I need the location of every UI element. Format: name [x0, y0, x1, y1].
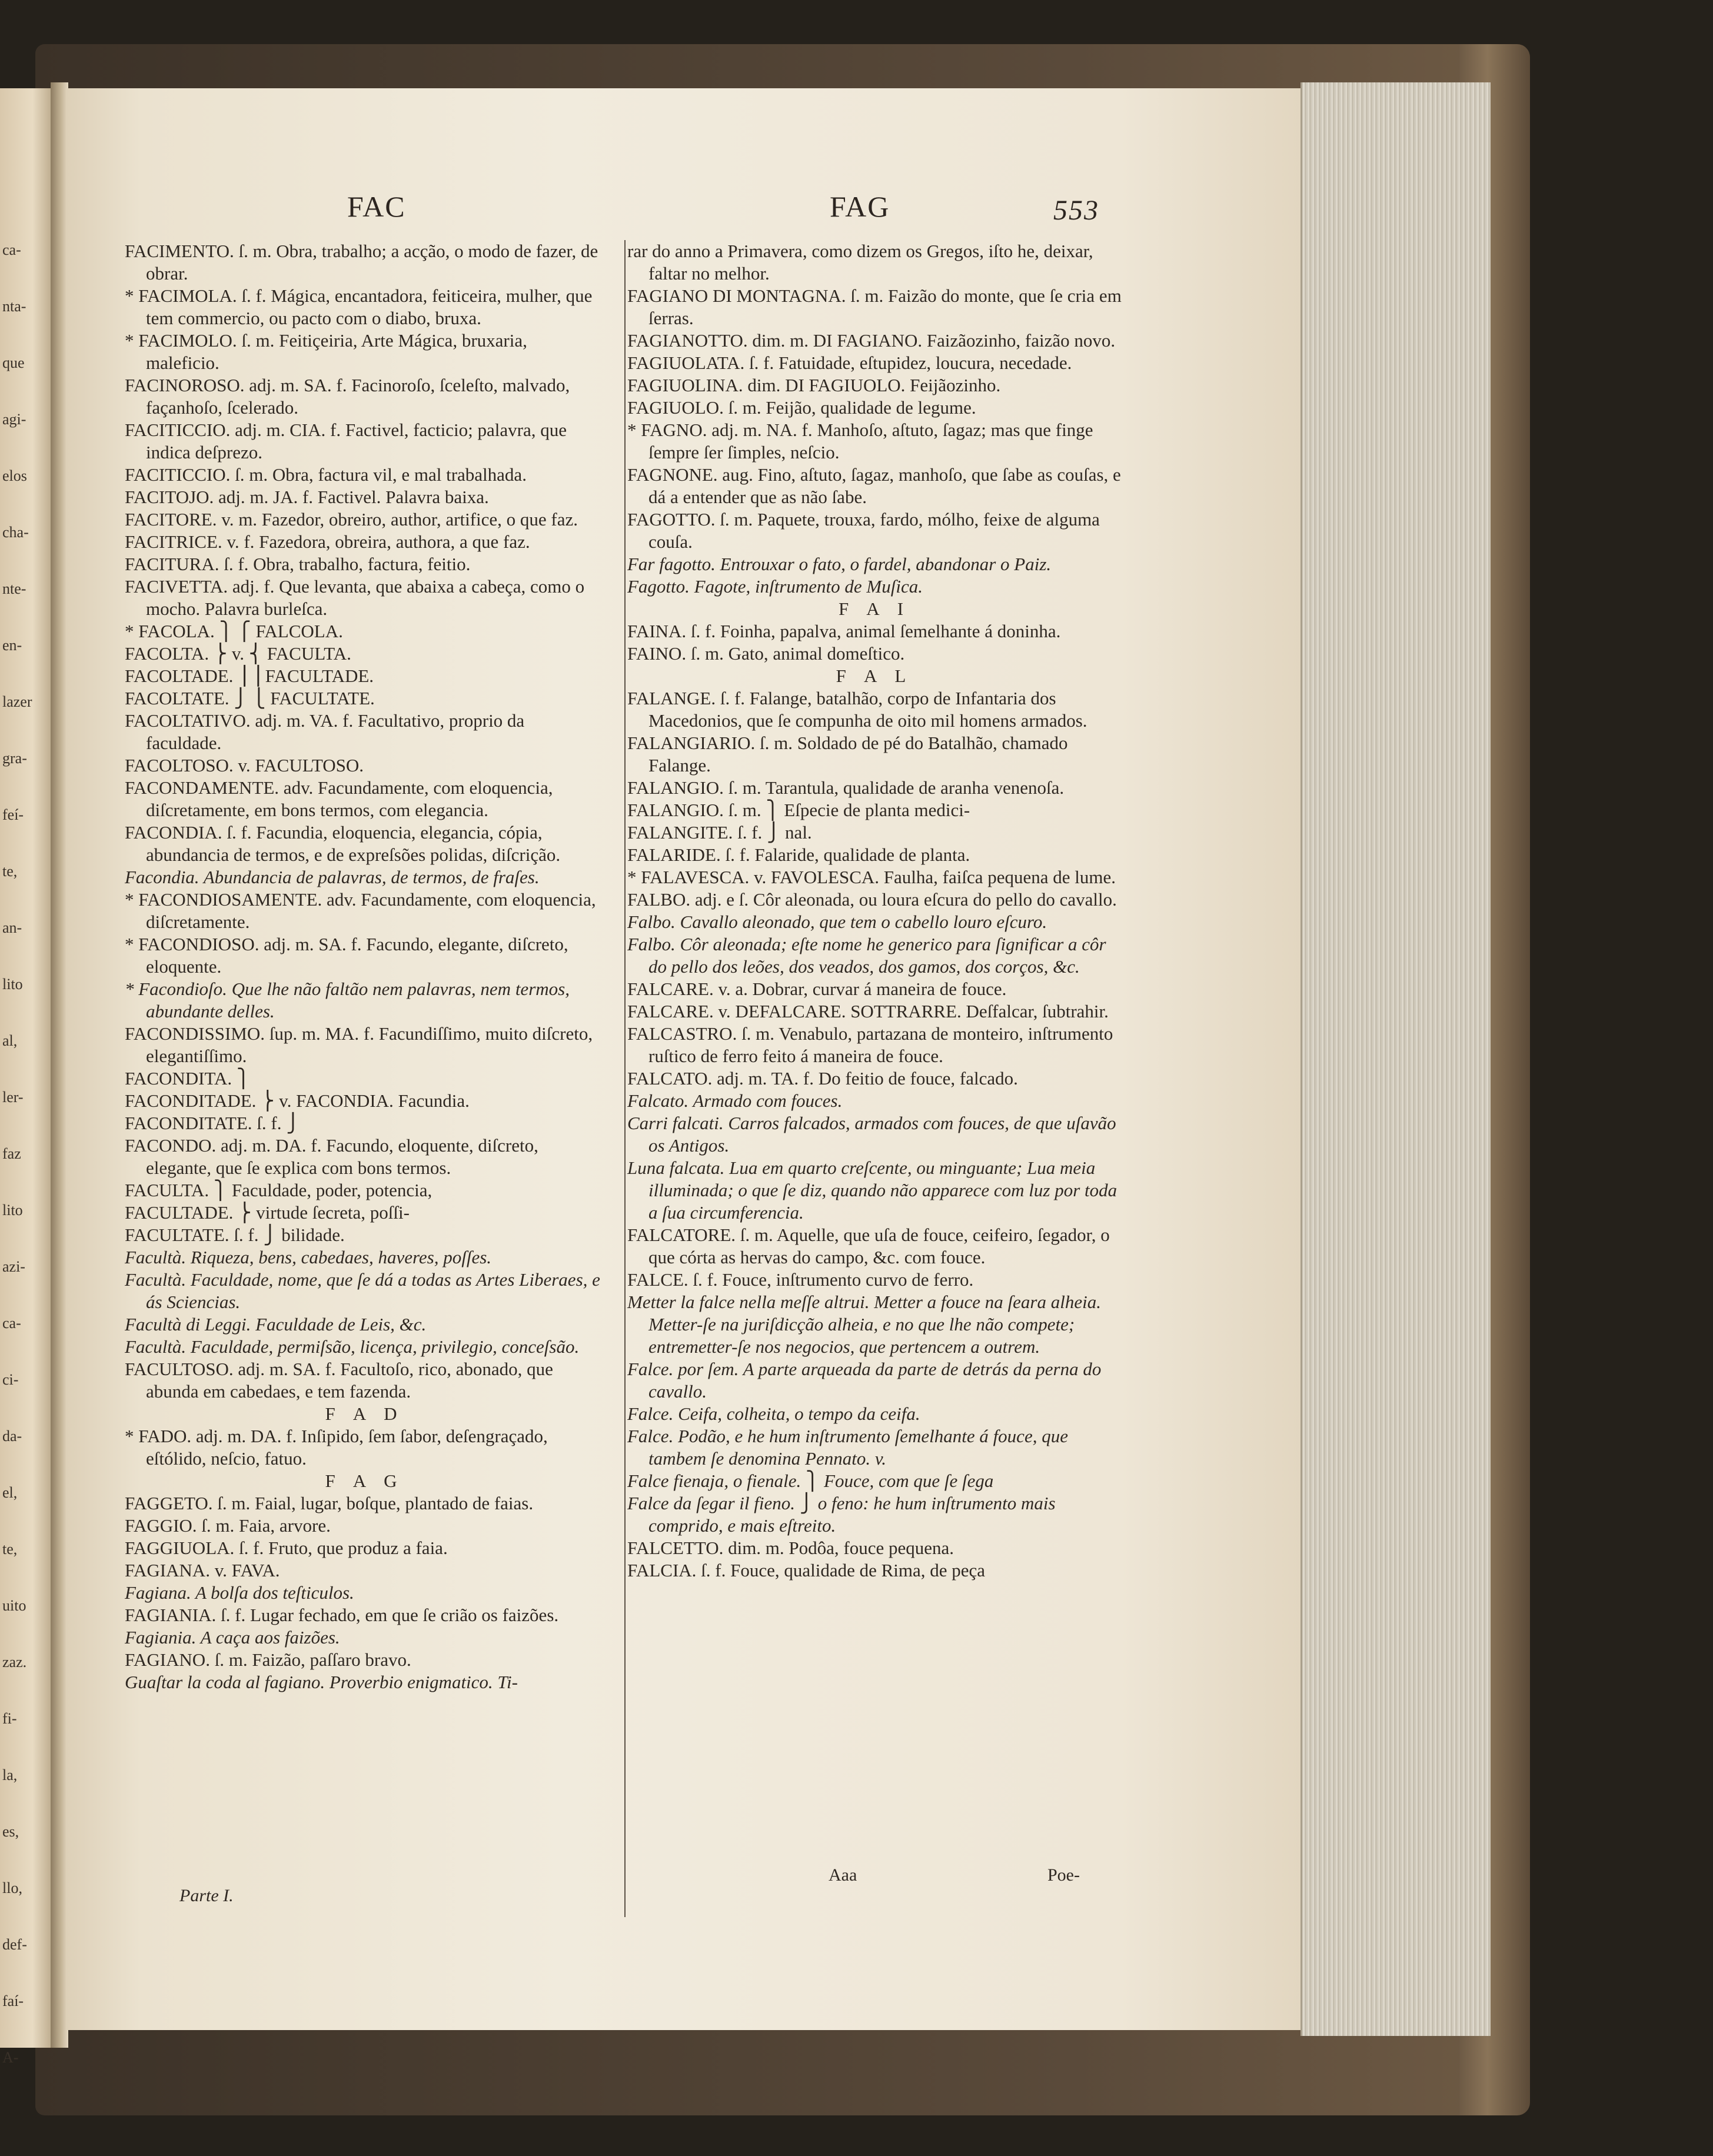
dictionary-entry: FALCATORE. ſ. m. Aquelle, que uſa de fouce, ceifeiro, ſegador, o que córta as hervas do campo, &c. com fouce.	[627, 1225, 1110, 1267]
dictionary-entry: FAGIANA. v. FAVA.	[125, 1560, 280, 1581]
header-left-catchword: FAC	[347, 190, 406, 223]
dictionary-entry: Facultà. Faculdade, permiſsão, licença, privilegio, conceſsão.	[125, 1336, 580, 1357]
dictionary-entry: * FALAVESCA. v. FAVOLESCA. Faulha, faiſca pequena de lume.	[627, 867, 1116, 887]
dictionary-entry: FACIMENTO. ſ. m. Obra, trabalho; a acção, o modo de fazer, de obrar.	[125, 241, 598, 284]
dictionary-entry: rar do anno a Primavera, como dizem os Gregos, iſto he, deixar, faltar no melhor.	[627, 241, 1093, 284]
left-page-fragment: lito	[2, 1202, 23, 1219]
left-page-fragment: la,	[2, 1766, 18, 1784]
left-page-fragment: que	[2, 354, 25, 371]
dictionary-entry: FALCATO. adj. m. TA. f. Do feitio de fouce, falcado.	[627, 1068, 1018, 1089]
left-text-column	[125, 240, 604, 1693]
dictionary-entry: FALCARE. v. a. Dobrar, curvar á maneira de fouce.	[627, 979, 1007, 999]
footer-part: Parte I.	[179, 1886, 234, 1905]
left-page-fragment: zaz.	[2, 1653, 27, 1671]
left-page-fragment: ci-	[2, 1371, 19, 1388]
dictionary-entry: * FACIMOLO. ſ. m. Feitiçeiria, Arte Mágica, bruxaria, maleficio.	[125, 330, 527, 373]
dictionary-entry: FACITURA. ſ. f. Obra, trabalho, factura, feitio.	[125, 554, 471, 574]
dictionary-entry: FACULTATE. ſ. f. ⎭ bilidade.	[125, 1225, 345, 1245]
dictionary-entry: FALBO. adj. e ſ. Côr aleonada, ou loura eſcura do pello do cavallo.	[627, 889, 1117, 910]
header-center-catchword: FAG	[830, 190, 890, 223]
left-page-fragment: ca-	[2, 1315, 21, 1332]
dictionary-entry: FAINA. ſ. f. Foinha, papalva, animal ſemelhante á doninha.	[627, 621, 1061, 641]
dictionary-entry: FALCASTRO. ſ. m. Venabulo, partazana de monteiro, inſtrumento ruſtico de ferro feito á maneira de fouce.	[627, 1023, 1113, 1066]
dictionary-entry: Falce. Podão, e he hum inſtrumento ſemelhante á fouce, que tambem ſe denomina Pennato. v.	[627, 1426, 1068, 1469]
dictionary-entry: FACOLTADE. ⎟ ⎟ FACULTADE.	[125, 666, 374, 686]
dictionary-entry: FACULTADE. ⎬ virtude ſecreta, poſſi-	[125, 1202, 410, 1223]
left-page-fragment: cha-	[2, 524, 29, 541]
dictionary-entry: * FACIMOLA. ſ. f. Mágica, encantadora, feiticeira, mulher, que tem commercio, ou pacto com o diabo, bruxa.	[125, 285, 593, 328]
dictionary-entry: FAGIUOLO. ſ. m. Feijão, qualidade de legume.	[627, 397, 976, 418]
dictionary-entry: FACITORE. v. m. Fazedor, obreiro, author, artifice, o que faz.	[125, 509, 578, 530]
dictionary-entry: FALANGE. ſ. f. Falange, batalhão, corpo de Infantaria dos Macedonios, que ſe compunha de oito mil homens armados.	[627, 688, 1087, 731]
dictionary-entry: FALANGITE. ſ. f. ⎭ nal.	[627, 822, 812, 843]
dictionary-entry: Falce fienaja, o fienale. ⎫ Fouce, com que ſe ſega	[627, 1470, 994, 1491]
dictionary-entry: Facultà. Riqueza, bens, cabedaes, haveres, poſſes.	[125, 1247, 492, 1267]
dictionary-entry: Facondia. Abundancia de palavras, de termos, de fraſes.	[125, 867, 540, 887]
left-page-fragment: faz	[2, 1145, 21, 1162]
section-letters: F A G	[325, 1470, 404, 1491]
dictionary-entry: FALCE. ſ. f. Fouce, inſtrumento curvo de ferro.	[627, 1269, 974, 1290]
dictionary-entry: FACULTA. ⎫ Faculdade, poder, potencia,	[125, 1180, 433, 1200]
section-letters: F A I	[838, 598, 911, 619]
dictionary-entry: * Facondioſo. Que lhe não faltão nem palavras, nem termos, abundante delles.	[125, 979, 570, 1022]
dictionary-entry: FALARIDE. ſ. f. Falaride, qualidade de planta.	[627, 844, 970, 865]
left-page-fragment: el,	[2, 1484, 18, 1501]
dictionary-entry: FACITRICE. v. f. Fazedora, obreira, authora, a que faz.	[125, 531, 530, 552]
dictionary-entry: * FAGNO. adj. m. NA. f. Manhoſo, aſtuto, ſagaz; mas que finge ſempre ſer ſimples, neſcio.	[627, 420, 1093, 463]
dictionary-entry: FAGGETO. ſ. m. Faial, lugar, boſque, plantado de faias.	[125, 1493, 534, 1513]
footer-catchword: Poe-	[1047, 1865, 1080, 1885]
left-page-fragment: en-	[2, 637, 22, 654]
dictionary-entry: Falbo. Côr aleonada; eſte nome he generico para ſignificar a côr do pello dos leões, dos veados, dos gamos, dos corços, &c.	[627, 934, 1106, 977]
dictionary-entry: FACITOJO. adj. m. JA. f. Factivel. Palavra baixa.	[125, 487, 489, 507]
dictionary-entry: FAGIANO DI MONTAGNA. ſ. m. Faizão do monte, que ſe cria em ſerras.	[627, 285, 1122, 328]
left-page-fragment: def-	[2, 1936, 27, 1953]
dictionary-entry: FALCARE. v. DEFALCARE. SOTTRARRE. Deſfalcar, ſubtrahir.	[627, 1001, 1109, 1022]
dictionary-entry: Far fagotto. Entrouxar o fato, o fardel, abandonar o Paiz.	[627, 554, 1052, 574]
left-page-fragment: llo,	[2, 1879, 22, 1897]
dictionary-entry: Facultà di Leggi. Faculdade de Leis, &c.	[125, 1314, 427, 1335]
dictionary-entry: Luna falcata. Lua em quarto creſcente, ou minguante; Lua meia illuminada; o que ſe diz, quando não apparece com luz por toda a ſua circumferencia.	[627, 1157, 1117, 1223]
right-text-column	[617, 240, 1122, 1582]
dictionary-entry: FALCIA. ſ. f. Fouce, qualidade de Rima, de peça	[627, 1560, 986, 1581]
left-facing-page	[0, 88, 54, 2066]
dictionary-entry: FACOLTOSO. v. FACULTOSO.	[125, 755, 364, 776]
left-page-fragment: azi-	[2, 1258, 25, 1275]
dictionary-entry: FAGIANOTTO. dim. m. DI FAGIANO. Faizãozinho, faizão novo.	[627, 330, 1116, 351]
dictionary-entry: Falbo. Cavallo aleonado, que tem o cabello louro eſcuro.	[627, 911, 1047, 932]
left-page-fragment: lito	[2, 976, 23, 993]
dictionary-entry: FAGGIO. ſ. m. Faia, arvore.	[125, 1515, 331, 1536]
section-letters: F A D	[325, 1403, 404, 1424]
dictionary-entry: * FADO. adj. m. DA. f. Inſipido, ſem ſabor, deſengraçado, eſtólido, neſcio, fatuo.	[125, 1426, 548, 1469]
dictionary-entry: FACOLTATIVO. adj. m. VA. f. Facultativo, proprio da faculdade.	[125, 710, 525, 753]
dictionary-entry: Carri falcati. Carros falcados, armados com fouces, de que uſavão os Antigos.	[627, 1113, 1116, 1156]
dictionary-entry: Falce. por ſem. A parte arqueada da parte de detrás da perna do cavallo.	[627, 1359, 1102, 1402]
dictionary-entry: FACONDO. adj. m. DA. f. Facundo, eloquente, diſcreto, elegante, que ſe explica com bons termos.	[125, 1135, 538, 1178]
dictionary-entry: * FACONDIOSAMENTE. adv. Facundamente, com eloquencia, diſcretamente.	[125, 889, 596, 932]
left-page-fragment: te,	[2, 863, 18, 880]
left-page-fragment: an-	[2, 919, 22, 936]
dictionary-entry: Facultà. Faculdade, nome, que ſe dá a todas as Artes Liberaes, e ás Sciencias.	[125, 1269, 600, 1312]
left-page-fragment: lazer	[2, 693, 32, 710]
left-page-fragment: agi-	[2, 411, 26, 428]
dictionary-entry: FAINO. ſ. m. Gato, animal domeſtico.	[627, 643, 905, 664]
dictionary-entry: FACIVETTA. adj. f. Que levanta, que abaixa a cabeça, como o mocho. Palavra burleſca.	[125, 576, 585, 619]
dictionary-entry: FAGOTTO. ſ. m. Paquete, trouxa, fardo, mólho, feixe de alguma couſa.	[627, 509, 1100, 552]
left-page-fragment: faí-	[2, 1992, 24, 2009]
left-page-fragment: fi-	[2, 1710, 17, 1727]
left-page-fragment: uito	[2, 1597, 26, 1614]
dictionary-entry: Metter la falce nella meſſe altrui. Metter a fouce na ſeara alheia. Metter-ſe na juriſdicção alheia, e no que lhe não compete; entremetter-ſe nos negocios, que pertencem a outrem.	[627, 1292, 1101, 1357]
left-page-fragment: te,	[2, 1541, 18, 1558]
dictionary-entry: Fagiania. A caça aos faizões.	[125, 1627, 340, 1648]
left-page-fragment: da-	[2, 1428, 22, 1445]
dictionary-entry: * FACONDIOSO. adj. m. SA. f. Facundo, elegante, diſcreto, eloquente.	[125, 934, 568, 977]
left-page-fragment: ler-	[2, 1089, 24, 1106]
left-page-fragment: ca-	[2, 241, 21, 258]
dictionary-entry: FALANGIO. ſ. m. Tarantula, qualidade de aranha venenoſa.	[627, 777, 1065, 798]
dictionary-entry: Guaſtar la coda al fagiano. Proverbio enigmatico. Ti-	[125, 1672, 518, 1692]
dictionary-entry: FACITICCIO. adj. m. CIA. f. Factivel, facticio; palavra, que indica deſprezo.	[125, 420, 567, 463]
dictionary-entry: FACONDAMENTE. adv. Facundamente, com eloquencia, diſcretamente, em bons termos, com elegancia.	[125, 777, 553, 820]
dictionary-entry: FACITICCIO. ſ. m. Obra, factura vil, e mal trabalhada.	[125, 464, 527, 485]
section-letters: F A L	[836, 666, 913, 686]
left-page-fragment: A-	[2, 2049, 19, 2066]
left-page-fragment: elos	[2, 467, 27, 484]
dictionary-entry: FACINOROSO. adj. m. SA. f. Facinoroſo, ſceleſto, malvado, façanhoſo, ſcelerado.	[125, 375, 570, 418]
page-edges	[1300, 82, 1491, 2036]
dictionary-entry: FAGIUOLATA. ſ. f. Fatuidade, eſtupidez, loucura, necedade.	[627, 352, 1072, 373]
dictionary-entry: FAGIANO. ſ. m. Faizão, paſſaro bravo.	[125, 1649, 411, 1670]
footer-signature: Aaa	[829, 1865, 857, 1885]
left-page-fragment: nta-	[2, 298, 26, 315]
dictionary-entry: FACOLTATE. ⎭ ⎩ FACULTATE.	[125, 688, 375, 708]
left-page-fragment: es,	[2, 1823, 19, 1840]
dictionary-entry: FAGIANIA. ſ. f. Lugar fechado, em que ſe crião os faizões.	[125, 1605, 559, 1625]
dictionary-entry: Fagiana. A bolſa dos teſticulos.	[125, 1582, 354, 1603]
dictionary-entry: FACONDISSIMO. ſup. m. MA. f. Facundiſſimo, muito diſcreto, elegantiſſimo.	[125, 1023, 593, 1066]
dictionary-entry: FACULTOSO. adj. m. SA. f. Facultoſo, rico, abonado, que abunda em cabedaes, e tem fazenda.	[125, 1359, 553, 1402]
dictionary-entry: FALANGIO. ſ. m. ⎫ Eſpecie de planta medici-	[627, 800, 970, 820]
dictionary-entry: FACONDITA. ⎫	[125, 1068, 251, 1089]
page-number: 553	[1053, 195, 1099, 226]
dictionary-entry: FACONDITATE. ſ. f. ⎭	[125, 1113, 300, 1133]
dictionary-entry: FALANGIARIO. ſ. m. Soldado de pé do Batalhão, chamado Falange.	[627, 733, 1068, 776]
dictionary-entry: Falce da ſegar il fieno. ⎭ o feno: he hum inſtrumento mais comprido, e mais eſtreito.	[627, 1493, 1056, 1536]
dictionary-entry: FAGNONE. aug. Fino, aſtuto, ſagaz, manhoſo, que ſabe as couſas, e dá a entender que as não ſabe.	[627, 464, 1121, 507]
dictionary-entry: FACONDIA. ſ. f. Facundia, eloquencia, elegancia, cópia, abundancia de termos, e de expreſsões polidas, diſcrição.	[125, 822, 561, 865]
dictionary-entry: FACONDITADE. ⎬ v. FACONDIA. Facundia.	[125, 1090, 470, 1111]
dictionary-entry: Falce. Ceifa, colheita, o tempo da ceifa.	[627, 1403, 920, 1424]
left-page-fragment: al,	[2, 1032, 18, 1049]
left-page-fragment: feí-	[2, 806, 24, 823]
dictionary-entry: FAGGIUOLA. ſ. f. Fruto, que produz a faia.	[125, 1538, 448, 1558]
dictionary-entry: * FACOLA. ⎫ ⎧ FALCOLA.	[125, 621, 343, 641]
left-page-fragment: nte-	[2, 580, 26, 597]
dictionary-entry: Fagotto. Fagote, inſtrumento de Muſica.	[627, 576, 923, 597]
dictionary-entry: FAGIUOLINA. dim. DI FAGIUOLO. Feijãozinho.	[627, 375, 1001, 395]
dictionary-entry: FACOLTA. ⎬ v. ⎨ FACULTA.	[125, 643, 351, 664]
dictionary-entry: FALCETTO. dim. m. Podôa, fouce pequena.	[627, 1538, 954, 1558]
left-page-fragment: gra-	[2, 750, 27, 767]
dictionary-entry: Falcato. Armado com fouces.	[627, 1090, 843, 1111]
